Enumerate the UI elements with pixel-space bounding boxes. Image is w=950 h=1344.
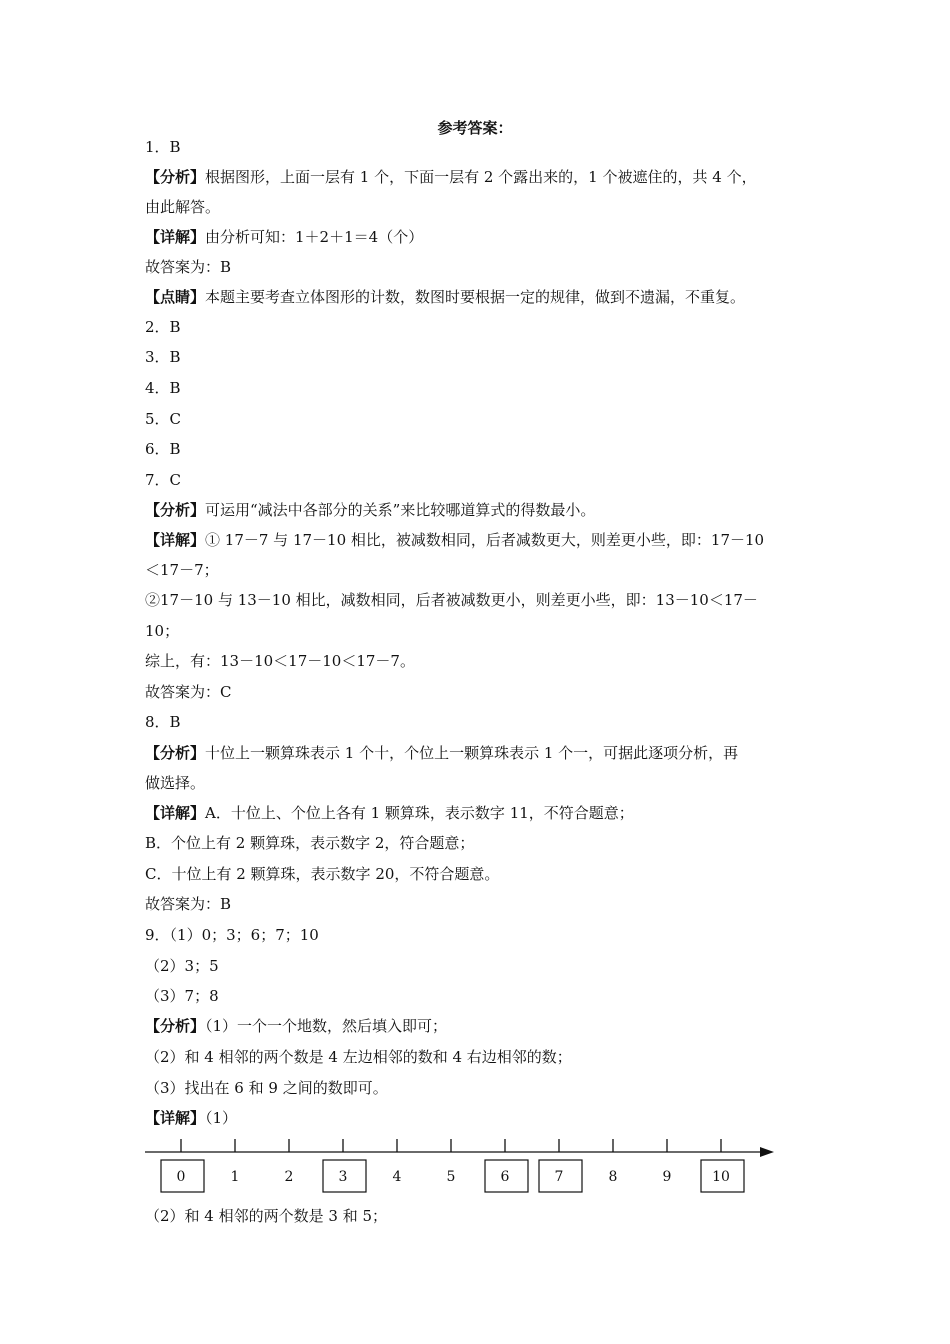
text-line <box>145 227 423 247</box>
line-text: 1．B <box>145 138 181 156</box>
text-line <box>145 347 181 367</box>
tick-label: 8 <box>608 1169 618 1185</box>
line-text: 故答案为：C <box>145 683 232 701</box>
text-line <box>145 470 181 490</box>
text-line <box>145 167 757 187</box>
line-text: B．个位上有 2 颗算珠，表示数字 2，符合题意； <box>145 834 475 852</box>
line-text: 本题主要考查立体图形的计数，数图时要根据一定的规律，做到不遗漏，不重复。 <box>205 288 746 306</box>
text-line <box>145 439 181 459</box>
line-text: 由此解答。 <box>145 198 221 216</box>
text-line <box>145 590 758 610</box>
section-label: 【分析】 <box>145 501 206 519</box>
text-line <box>145 864 499 884</box>
line-text: ① 17－7 与 17－10 相比，被减数相同，后者减数更大，则差更小些，即：17－10 <box>205 531 765 549</box>
text-line <box>145 530 764 550</box>
text-line <box>145 894 231 914</box>
text-line <box>145 197 220 217</box>
tick-label: 5 <box>446 1169 456 1185</box>
section-label: 【分析】 <box>145 744 206 762</box>
text-line <box>145 378 181 398</box>
tick-label: 0 <box>176 1169 186 1185</box>
text-line <box>145 803 634 823</box>
tick-label: 2 <box>284 1169 294 1185</box>
line-text: A．十位上、个位上各有 1 颗算珠，表示数字 11，不符合题意； <box>205 804 634 822</box>
tick-label: 3 <box>338 1169 348 1185</box>
tick-label: 9 <box>662 1169 672 1185</box>
line-text: 4．B <box>145 379 181 397</box>
line-text: 6．B <box>145 440 181 458</box>
line-text: 7．C <box>145 471 182 489</box>
line-text: 3．B <box>145 348 181 366</box>
text-line <box>145 682 231 702</box>
line-text: 8．B <box>145 713 181 731</box>
text-line <box>145 1016 447 1036</box>
line-text: （1） <box>205 1109 238 1127</box>
line-text: ②17－10 与 13－10 相比，减数相同，后者被减数更小，则差更小些，即：13－10＜17－ <box>145 591 758 609</box>
text-line <box>145 1078 388 1098</box>
line-text: 9．（1）0；3；6；7；10 <box>145 926 319 944</box>
line-text: （3）找出在 6 和 9 之间的数即可。 <box>145 1079 388 1097</box>
text-line <box>145 956 219 976</box>
text-line <box>145 925 319 945</box>
text-line <box>145 621 179 641</box>
number-line-figure <box>140 1133 790 1195</box>
line-text: C．十位上有 2 颗算珠，表示数字 20，不符合题意。 <box>145 865 500 883</box>
section-label: 【分析】 <box>145 168 206 186</box>
axis-arrowhead <box>760 1147 774 1157</box>
line-text: （2）3；5 <box>145 957 219 975</box>
text-line <box>145 257 231 277</box>
line-text: 综上，有：13－10＜17－10＜17－7。 <box>145 652 415 670</box>
text-line <box>145 773 205 793</box>
line-text: （2）和 4 相邻的两个数是 3 和 5； <box>145 1207 388 1225</box>
text-line <box>145 1047 572 1067</box>
text-line <box>145 287 745 307</box>
line-text: （1）一个一个地数，然后填入即可； <box>205 1017 448 1035</box>
text-line <box>145 560 219 580</box>
line-text: 故答案为：B <box>145 895 232 913</box>
tick-label: 10 <box>712 1169 730 1185</box>
page-title: 参考答案： <box>437 119 513 137</box>
line-text: 5．C <box>145 410 182 428</box>
section-label: 【详解】 <box>145 1109 206 1127</box>
text-line <box>145 712 181 732</box>
tick-label: 4 <box>392 1169 402 1185</box>
text-line <box>145 317 181 337</box>
line-text: （2）和 4 相邻的两个数是 4 左边相邻的数和 4 右边相邻的数； <box>145 1048 572 1066</box>
tick-label: 1 <box>230 1169 240 1185</box>
text-line <box>145 137 181 157</box>
text-line <box>145 1108 237 1128</box>
line-text: 可运用“减法中各部分的关系”来比较哪道算式的得数最小。 <box>205 501 596 519</box>
text-line <box>145 743 738 763</box>
text-line <box>145 651 415 671</box>
section-label: 【详解】 <box>145 531 206 549</box>
section-label: 【分析】 <box>145 1017 206 1035</box>
text-line <box>145 1206 387 1226</box>
line-text: ＜17－7； <box>145 561 219 579</box>
text-line <box>145 500 595 520</box>
section-label: 【详解】 <box>145 804 206 822</box>
line-text: 由分析可知：1＋2＋1＝4（个） <box>205 228 424 246</box>
text-line <box>145 409 181 429</box>
tick-label: 6 <box>500 1169 510 1185</box>
tick-label: 7 <box>554 1169 564 1185</box>
text-line <box>145 833 474 853</box>
text-line <box>145 986 219 1006</box>
line-text: 根据图形，上面一层有 1 个，下面一层有 2 个露出来的，1 个被遮住的，共 4 个， <box>205 168 757 186</box>
section-label: 【详解】 <box>145 228 206 246</box>
line-text: 做选择。 <box>145 774 206 792</box>
line-text: （3）7；8 <box>145 987 219 1005</box>
line-text: 2．B <box>145 318 181 336</box>
line-text: 十位上一颗算珠表示 1 个十，个位上一颗算珠表示 1 个一，可据此逐项分析，再 <box>205 744 739 762</box>
line-text: 10； <box>145 622 180 640</box>
section-label: 【点睛】 <box>145 288 206 306</box>
line-text: 故答案为：B <box>145 258 232 276</box>
